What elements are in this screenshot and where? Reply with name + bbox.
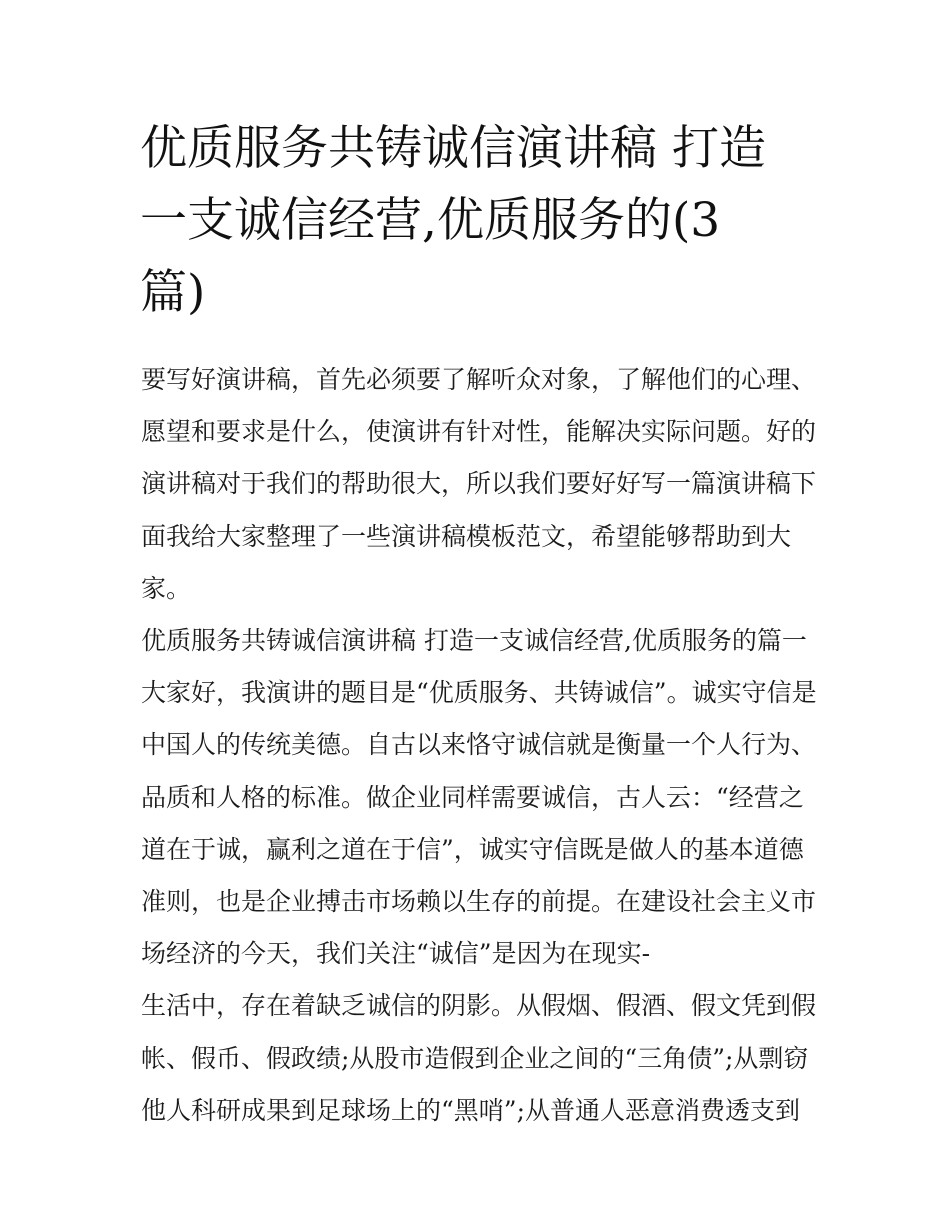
body-line: 要写好演讲稿，首先必须要了解听众对象，了解他们的心理、	[141, 365, 817, 394]
body-line: 大家好，我演讲的题目是“优质服务、共铸诚信”。诚实守信是	[141, 678, 817, 708]
body-line: 准则，也是企业搏击市场赖以生存的前提。在建设社会主义市	[141, 887, 817, 917]
body-line: 道在于诚，赢利之道在于信”，诚实守信既是做人的基本道德	[141, 834, 804, 864]
section-heading-line: 优质服务共铸诚信演讲稿 打造一支诚信经营,优质服务的篇一	[141, 626, 807, 656]
title-line: 优质服务共铸诚信演讲稿 打造	[140, 121, 766, 176]
body-line: 家。	[141, 573, 192, 603]
body-line: 演讲稿对于我们的帮助很大，所以我们要好好写一篇演讲稿下	[141, 469, 817, 499]
body-line: 愿望和要求是什么，使演讲有针对性，能解决实际问题。好的	[141, 417, 817, 447]
body-line: 中国人的传统美德。自古以来恪守诚信就是衡量一个人行为、	[141, 730, 817, 760]
body-line: 场经济的今天，我们关注“诚信”是因为在现实-	[141, 939, 651, 969]
body-line: 面我给大家整理了一些演讲稿模板范文，希望能够帮助到大	[141, 521, 792, 551]
title-line: 一支诚信经营,优质服务的(3	[140, 193, 721, 248]
body-line: 帐、假币、假政绩;从股市造假到企业之间的“三角债”;从剽窃	[141, 1043, 809, 1073]
body-line: 品质和人格的标准。做企业同样需要诚信，古人云：“经营之	[141, 782, 804, 812]
document-title	[140, 113, 830, 329]
title-line: 篇)	[140, 265, 206, 320]
body-line: 生活中，存在着缺乏诚信的阴影。从假烟、假酒、假文凭到假	[141, 991, 817, 1021]
body-line: 他人科研成果到足球场上的“黑哨”;从普通人恶意消费透支到	[141, 1095, 800, 1125]
document-body	[141, 354, 831, 1137]
